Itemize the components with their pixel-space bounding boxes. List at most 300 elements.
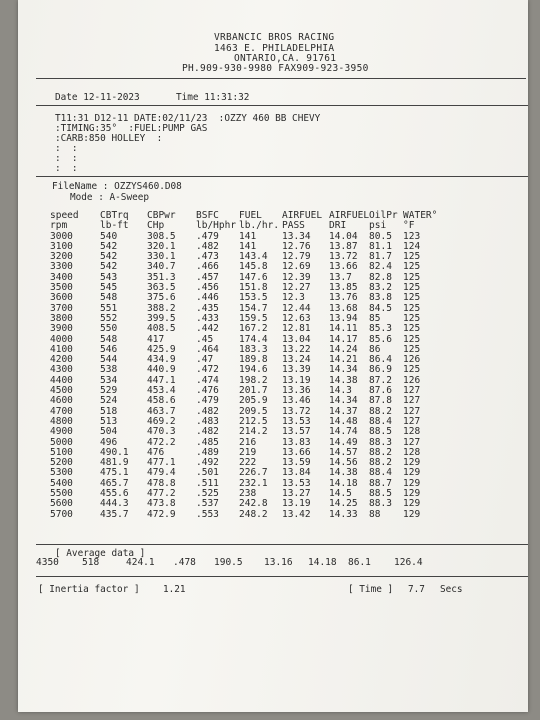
table-cell: 88.5 bbox=[369, 426, 392, 438]
run-info-line: : : bbox=[55, 153, 78, 164]
table-cell: 453.4 bbox=[147, 385, 176, 397]
table-cell: .489 bbox=[196, 446, 219, 458]
table-cell: 5000 bbox=[50, 436, 73, 448]
table-cell: .482 bbox=[196, 405, 219, 417]
table-cell: 12.44 bbox=[282, 302, 311, 314]
col-header: CBPwr bbox=[147, 210, 176, 221]
table-cell: 434.9 bbox=[147, 354, 176, 366]
table-cell: 14.34 bbox=[329, 395, 358, 407]
table-cell: 13.46 bbox=[282, 395, 311, 407]
table-cell: 504 bbox=[100, 426, 118, 438]
table-cell: 127 bbox=[403, 385, 421, 397]
table-cell: 478.8 bbox=[147, 477, 176, 489]
divider bbox=[36, 544, 528, 545]
table-cell: 129 bbox=[403, 488, 421, 500]
table-cell: 470.3 bbox=[147, 426, 176, 438]
table-cell: 127 bbox=[403, 436, 421, 448]
table-cell: 129 bbox=[403, 477, 421, 489]
col-unit: °F bbox=[403, 220, 415, 232]
table-cell: .466 bbox=[196, 261, 219, 273]
table-cell: 13.66 bbox=[282, 446, 311, 458]
table-cell: 513 bbox=[100, 415, 118, 427]
table-cell: .553 bbox=[196, 508, 219, 520]
table-cell: 125 bbox=[403, 343, 421, 355]
table-cell: 473.8 bbox=[147, 498, 176, 510]
table-cell: 12.79 bbox=[282, 251, 311, 263]
table-cell: 13.76 bbox=[329, 292, 358, 304]
table-cell: 13.59 bbox=[282, 457, 311, 469]
table-cell: 4000 bbox=[50, 333, 73, 345]
col-header: OilPr bbox=[369, 210, 398, 221]
dyno-sheet bbox=[18, 0, 528, 712]
table-cell: 5200 bbox=[50, 457, 73, 469]
table-cell: 12.69 bbox=[282, 261, 311, 273]
table-cell: 232.1 bbox=[239, 477, 268, 489]
table-cell: 545 bbox=[100, 282, 118, 294]
table-cell: 13.22 bbox=[282, 343, 311, 355]
table-cell: 194.6 bbox=[239, 364, 268, 376]
col-header: AIRFUEL bbox=[329, 210, 370, 221]
col-header: speed bbox=[50, 210, 79, 221]
table-cell: 14.3 bbox=[329, 385, 352, 397]
table-cell: 12.39 bbox=[282, 271, 311, 283]
table-cell: 540 bbox=[100, 230, 118, 242]
table-cell: 490.1 bbox=[100, 446, 129, 458]
table-cell: 14.04 bbox=[329, 230, 358, 242]
table-cell: 147.6 bbox=[239, 271, 268, 283]
table-cell: 458.6 bbox=[147, 395, 176, 407]
table-cell: 183.3 bbox=[239, 343, 268, 355]
table-cell: 129 bbox=[403, 467, 421, 479]
table-cell: 129 bbox=[403, 508, 421, 520]
table-cell: 88.4 bbox=[369, 467, 392, 479]
table-cell: 14.34 bbox=[329, 364, 358, 376]
table-cell: 212.5 bbox=[239, 415, 268, 427]
table-cell: 4500 bbox=[50, 385, 73, 397]
table-cell: 552 bbox=[100, 312, 118, 324]
average-cell: 13.16 bbox=[264, 557, 293, 568]
table-cell: 5500 bbox=[50, 488, 73, 500]
average-cell: 424.1 bbox=[126, 557, 155, 568]
table-cell: 85.6 bbox=[369, 333, 392, 345]
table-cell: 201.7 bbox=[239, 385, 268, 397]
table-cell: .45 bbox=[196, 333, 214, 345]
table-cell: 351.3 bbox=[147, 271, 176, 283]
table-cell: 88.2 bbox=[369, 457, 392, 469]
table-cell: 13.04 bbox=[282, 333, 311, 345]
table-cell: 475.1 bbox=[100, 467, 129, 479]
table-cell: 141 bbox=[239, 240, 257, 252]
table-cell: 479.4 bbox=[147, 467, 176, 479]
table-cell: 465.7 bbox=[100, 477, 129, 489]
table-cell: 13.36 bbox=[282, 385, 311, 397]
table-cell: 129 bbox=[403, 457, 421, 469]
col-unit: psi bbox=[369, 220, 387, 232]
table-cell: .501 bbox=[196, 467, 219, 479]
table-cell: 189.8 bbox=[239, 354, 268, 366]
table-cell: 544 bbox=[100, 354, 118, 366]
table-cell: 12.76 bbox=[282, 240, 311, 252]
table-cell: 538 bbox=[100, 364, 118, 376]
table-cell: 205.9 bbox=[239, 395, 268, 407]
table-cell: 214.2 bbox=[239, 426, 268, 438]
table-cell: 125 bbox=[403, 312, 421, 324]
table-cell: 88.5 bbox=[369, 488, 392, 500]
table-cell: 125 bbox=[403, 251, 421, 263]
table-cell: 481.9 bbox=[100, 457, 129, 469]
table-cell: 154.7 bbox=[239, 302, 268, 314]
table-cell: 159.5 bbox=[239, 312, 268, 324]
table-cell: 330.1 bbox=[147, 251, 176, 263]
col-header: WATER° bbox=[403, 210, 438, 221]
table-cell: 82.8 bbox=[369, 271, 392, 283]
table-cell: 125 bbox=[403, 261, 421, 273]
table-cell: .476 bbox=[196, 385, 219, 397]
table-cell: 153.5 bbox=[239, 292, 268, 304]
table-cell: 550 bbox=[100, 323, 118, 335]
table-row bbox=[50, 510, 443, 520]
table-cell: 88.4 bbox=[369, 415, 392, 427]
divider bbox=[36, 576, 528, 577]
table-cell: 548 bbox=[100, 292, 118, 304]
table-cell: .433 bbox=[196, 312, 219, 324]
table-cell: 463.7 bbox=[147, 405, 176, 417]
table-cell: 3600 bbox=[50, 292, 73, 304]
table-cell: 125 bbox=[403, 282, 421, 294]
table-cell: 5300 bbox=[50, 467, 73, 479]
table-cell: .47 bbox=[196, 354, 214, 366]
table-cell: 3400 bbox=[50, 271, 73, 283]
table-cell: 88.3 bbox=[369, 498, 392, 510]
table-cell: .482 bbox=[196, 426, 219, 438]
table-cell: 14.37 bbox=[329, 405, 358, 417]
table-cell: 88.3 bbox=[369, 436, 392, 448]
table-cell: 86.9 bbox=[369, 364, 392, 376]
table-cell: 3900 bbox=[50, 323, 73, 335]
table-cell: 14.11 bbox=[329, 323, 358, 335]
table-body bbox=[50, 232, 443, 520]
table-cell: 226.7 bbox=[239, 467, 268, 479]
table-cell: 529 bbox=[100, 385, 118, 397]
table-cell: 455.6 bbox=[100, 488, 129, 500]
table-cell: 198.2 bbox=[239, 374, 268, 386]
col-header: AIRFUEL bbox=[282, 210, 323, 221]
table-cell: 13.53 bbox=[282, 415, 311, 427]
table-cell: 87.6 bbox=[369, 385, 392, 397]
table-cell: 14.74 bbox=[329, 426, 358, 438]
table-cell: 476 bbox=[147, 446, 165, 458]
table-cell: .472 bbox=[196, 364, 219, 376]
average-table bbox=[36, 558, 434, 568]
table-cell: 4600 bbox=[50, 395, 73, 407]
table-cell: 543 bbox=[100, 271, 118, 283]
table-cell: 84.5 bbox=[369, 302, 392, 314]
table-cell: 3800 bbox=[50, 312, 73, 324]
table-cell: 13.19 bbox=[282, 374, 311, 386]
table-cell: 87.8 bbox=[369, 395, 392, 407]
table-cell: 83.2 bbox=[369, 282, 392, 294]
table-cell: 14.5 bbox=[329, 488, 352, 500]
average-cell: 126.4 bbox=[394, 557, 423, 568]
table-cell: 13.19 bbox=[282, 498, 311, 510]
table-cell: 14.48 bbox=[329, 415, 358, 427]
table-cell: 13.27 bbox=[282, 488, 311, 500]
table-cell: 88.2 bbox=[369, 405, 392, 417]
table-cell: 128 bbox=[403, 426, 421, 438]
table-cell: 469.2 bbox=[147, 415, 176, 427]
table-cell: 13.42 bbox=[282, 508, 311, 520]
table-cell: 542 bbox=[100, 261, 118, 273]
average-cell: 4350 bbox=[36, 557, 59, 568]
col-unit: DRI bbox=[329, 220, 347, 232]
table-cell: 13.39 bbox=[282, 364, 311, 376]
table-cell: .474 bbox=[196, 374, 219, 386]
table-cell: 14.57 bbox=[329, 446, 358, 458]
col-header: CBTrq bbox=[100, 210, 129, 221]
table-cell: 3500 bbox=[50, 282, 73, 294]
table-cell: 85 bbox=[369, 312, 381, 324]
table-cell: 13.7 bbox=[329, 271, 352, 283]
table-cell: 4100 bbox=[50, 343, 73, 355]
report-date: Date 12-11-2023 bbox=[55, 92, 140, 103]
table-cell: 88.2 bbox=[369, 446, 392, 458]
table-cell: 86 bbox=[369, 343, 381, 355]
divider bbox=[36, 78, 526, 79]
table-cell: 209.5 bbox=[239, 405, 268, 417]
table-cell: 551 bbox=[100, 302, 118, 314]
table-cell: 174.4 bbox=[239, 333, 268, 345]
average-cell: 86.1 bbox=[348, 557, 371, 568]
table-cell: 88 bbox=[369, 508, 381, 520]
average-row bbox=[36, 558, 434, 568]
table-cell: 14.56 bbox=[329, 457, 358, 469]
file-name: FileName : OZZYS460.D08 bbox=[52, 181, 182, 192]
table-cell: 128 bbox=[403, 446, 421, 458]
table-cell: 534 bbox=[100, 374, 118, 386]
table-cell: .479 bbox=[196, 230, 219, 242]
table-cell: 4200 bbox=[50, 354, 73, 366]
table-cell: 4300 bbox=[50, 364, 73, 376]
table-cell: 3000 bbox=[50, 230, 73, 242]
table-cell: 83.8 bbox=[369, 292, 392, 304]
table-cell: 126 bbox=[403, 354, 421, 366]
table-cell: 340.7 bbox=[147, 261, 176, 273]
col-unit: rpm bbox=[50, 220, 68, 232]
table-cell: 13.34 bbox=[282, 230, 311, 242]
table-cell: 248.2 bbox=[239, 508, 268, 520]
table-cell: 13.24 bbox=[282, 354, 311, 366]
table-cell: 222 bbox=[239, 457, 257, 469]
table-cell: 216 bbox=[239, 436, 257, 448]
table-cell: 151.8 bbox=[239, 282, 268, 294]
table-cell: 444.3 bbox=[100, 498, 129, 510]
table-cell: 13.83 bbox=[282, 436, 311, 448]
col-unit: lb/Hphr bbox=[196, 220, 237, 232]
table-cell: 4400 bbox=[50, 374, 73, 386]
table-cell: 14.24 bbox=[329, 343, 358, 355]
time-unit: Secs bbox=[440, 584, 463, 595]
table-cell: 12.63 bbox=[282, 312, 311, 324]
table-cell: 88.7 bbox=[369, 477, 392, 489]
table-cell: 4800 bbox=[50, 415, 73, 427]
table-cell: 167.2 bbox=[239, 323, 268, 335]
table-cell: .483 bbox=[196, 415, 219, 427]
table-cell: 5100 bbox=[50, 446, 73, 458]
table-cell: .482 bbox=[196, 240, 219, 252]
table-cell: 375.6 bbox=[147, 292, 176, 304]
table-cell: 238 bbox=[239, 488, 257, 500]
shop-phone: PH.909-930-9980 FAX909-923-3950 bbox=[182, 63, 369, 74]
table-cell: 82.4 bbox=[369, 261, 392, 273]
table-cell: 242.8 bbox=[239, 498, 268, 510]
run-info-line: :CARB:850 HOLLEY : bbox=[55, 133, 163, 144]
table-cell: 3300 bbox=[50, 261, 73, 273]
table-cell: 13.72 bbox=[282, 405, 311, 417]
table-cell: .464 bbox=[196, 343, 219, 355]
table-cell: 472.9 bbox=[147, 508, 176, 520]
inertia-value: 1.21 bbox=[163, 584, 186, 595]
table-cell: 440.9 bbox=[147, 364, 176, 376]
col-unit: CHp bbox=[147, 220, 165, 232]
table-cell: 125 bbox=[403, 271, 421, 283]
table-cell: 408.5 bbox=[147, 323, 176, 335]
table-cell: 3700 bbox=[50, 302, 73, 314]
table-cell: 14.38 bbox=[329, 374, 358, 386]
table-cell: 13.72 bbox=[329, 251, 358, 263]
table-cell: 126 bbox=[403, 374, 421, 386]
average-cell: .478 bbox=[173, 557, 196, 568]
table-cell: 125 bbox=[403, 292, 421, 304]
shop-name: VRBANCIC BROS RACING bbox=[214, 32, 335, 43]
table-cell: .492 bbox=[196, 457, 219, 469]
run-info-line: T11:31 D12-11 DATE:02/11/23 :OZZY 460 BB CHEVY bbox=[55, 113, 321, 124]
table-cell: 14.33 bbox=[329, 508, 358, 520]
table-cell: 124 bbox=[403, 240, 421, 252]
table-cell: 13.94 bbox=[329, 312, 358, 324]
table-cell: 143.4 bbox=[239, 251, 268, 263]
table-cell: 542 bbox=[100, 251, 118, 263]
table-cell: 518 bbox=[100, 405, 118, 417]
table-cell: 5400 bbox=[50, 477, 73, 489]
table-cell: 425.9 bbox=[147, 343, 176, 355]
table-cell: 123 bbox=[403, 230, 421, 242]
table-cell: .525 bbox=[196, 488, 219, 500]
table-cell: 524 bbox=[100, 395, 118, 407]
table-cell: 13.68 bbox=[329, 302, 358, 314]
table-cell: 388.2 bbox=[147, 302, 176, 314]
table-cell: 129 bbox=[403, 498, 421, 510]
table-cell: 14.38 bbox=[329, 467, 358, 479]
table-cell: 546 bbox=[100, 343, 118, 355]
inertia-label: [ Inertia factor ] bbox=[38, 584, 140, 595]
table-cell: 363.5 bbox=[147, 282, 176, 294]
table-cell: 3200 bbox=[50, 251, 73, 263]
table-cell: .457 bbox=[196, 271, 219, 283]
table-cell: 5600 bbox=[50, 498, 73, 510]
table-cell: 417 bbox=[147, 333, 165, 345]
table-cell: 219 bbox=[239, 446, 257, 458]
table-cell: 81.7 bbox=[369, 251, 392, 263]
table-cell: 125 bbox=[403, 302, 421, 314]
table-cell: .456 bbox=[196, 282, 219, 294]
col-unit: lb./hr. bbox=[239, 220, 280, 232]
table-cell: 13.85 bbox=[329, 282, 358, 294]
run-info-line: : : bbox=[55, 143, 78, 154]
table-cell: 496 bbox=[100, 436, 118, 448]
table-cell: 13.66 bbox=[329, 261, 358, 273]
table-cell: 12.81 bbox=[282, 323, 311, 335]
table-cell: 3100 bbox=[50, 240, 73, 252]
report-time: Time 11:31:32 bbox=[176, 92, 250, 103]
time-label: [ Time ] bbox=[348, 584, 394, 595]
col-unit: lb-ft bbox=[100, 220, 129, 232]
table-cell: .485 bbox=[196, 436, 219, 448]
table-cell: 127 bbox=[403, 415, 421, 427]
table-row bbox=[50, 427, 443, 437]
average-cell: 190.5 bbox=[214, 557, 243, 568]
table-cell: 14.25 bbox=[329, 498, 358, 510]
table-cell: 477.2 bbox=[147, 488, 176, 500]
table-cell: 308.5 bbox=[147, 230, 176, 242]
table-cell: 127 bbox=[403, 405, 421, 417]
divider bbox=[36, 105, 528, 106]
run-info-line: : : bbox=[55, 163, 78, 174]
table-cell: .446 bbox=[196, 292, 219, 304]
table-cell: 81.1 bbox=[369, 240, 392, 252]
table-cell: 145.8 bbox=[239, 261, 268, 273]
divider bbox=[36, 176, 528, 177]
table-cell: 14.18 bbox=[329, 477, 358, 489]
table-cell: 80.5 bbox=[369, 230, 392, 242]
table-cell: 125 bbox=[403, 323, 421, 335]
col-header: FUEL bbox=[239, 210, 262, 221]
table-cell: .511 bbox=[196, 477, 219, 489]
table-cell: 86.4 bbox=[369, 354, 392, 366]
table-cell: 447.1 bbox=[147, 374, 176, 386]
table-cell: 14.17 bbox=[329, 333, 358, 345]
table-cell: 435.7 bbox=[100, 508, 129, 520]
table-cell: 477.1 bbox=[147, 457, 176, 469]
col-header: BSFC bbox=[196, 210, 219, 221]
table-cell: 125 bbox=[403, 364, 421, 376]
table-cell: 4700 bbox=[50, 405, 73, 417]
table-cell: 127 bbox=[403, 395, 421, 407]
col-unit: PASS bbox=[282, 220, 305, 232]
table-cell: 472.2 bbox=[147, 436, 176, 448]
table-cell: 548 bbox=[100, 333, 118, 345]
table-cell: 12.27 bbox=[282, 282, 311, 294]
average-cell: 14.18 bbox=[308, 557, 337, 568]
table-cell: 13.57 bbox=[282, 426, 311, 438]
table-cell: 13.84 bbox=[282, 467, 311, 479]
table-cell: 4900 bbox=[50, 426, 73, 438]
table-cell: 542 bbox=[100, 240, 118, 252]
sweep-mode: Mode : A-Sweep bbox=[70, 192, 150, 203]
shop-city: ONTARIO,CA. 91761 bbox=[234, 53, 337, 64]
average-label: [ Average data ] bbox=[55, 548, 146, 559]
average-cell: 518 bbox=[82, 557, 100, 568]
table-cell: 14.49 bbox=[329, 436, 358, 448]
table-cell: .537 bbox=[196, 498, 219, 510]
dyno-data-table bbox=[50, 211, 443, 520]
run-info-line: :TIMING:35° :FUEL:PUMP GAS bbox=[55, 123, 208, 134]
table-cell: 320.1 bbox=[147, 240, 176, 252]
table-cell: 141 bbox=[239, 230, 257, 242]
table-cell: 12.3 bbox=[282, 292, 305, 304]
table-cell: .442 bbox=[196, 323, 219, 335]
table-cell: 85.3 bbox=[369, 323, 392, 335]
table-cell: .479 bbox=[196, 395, 219, 407]
